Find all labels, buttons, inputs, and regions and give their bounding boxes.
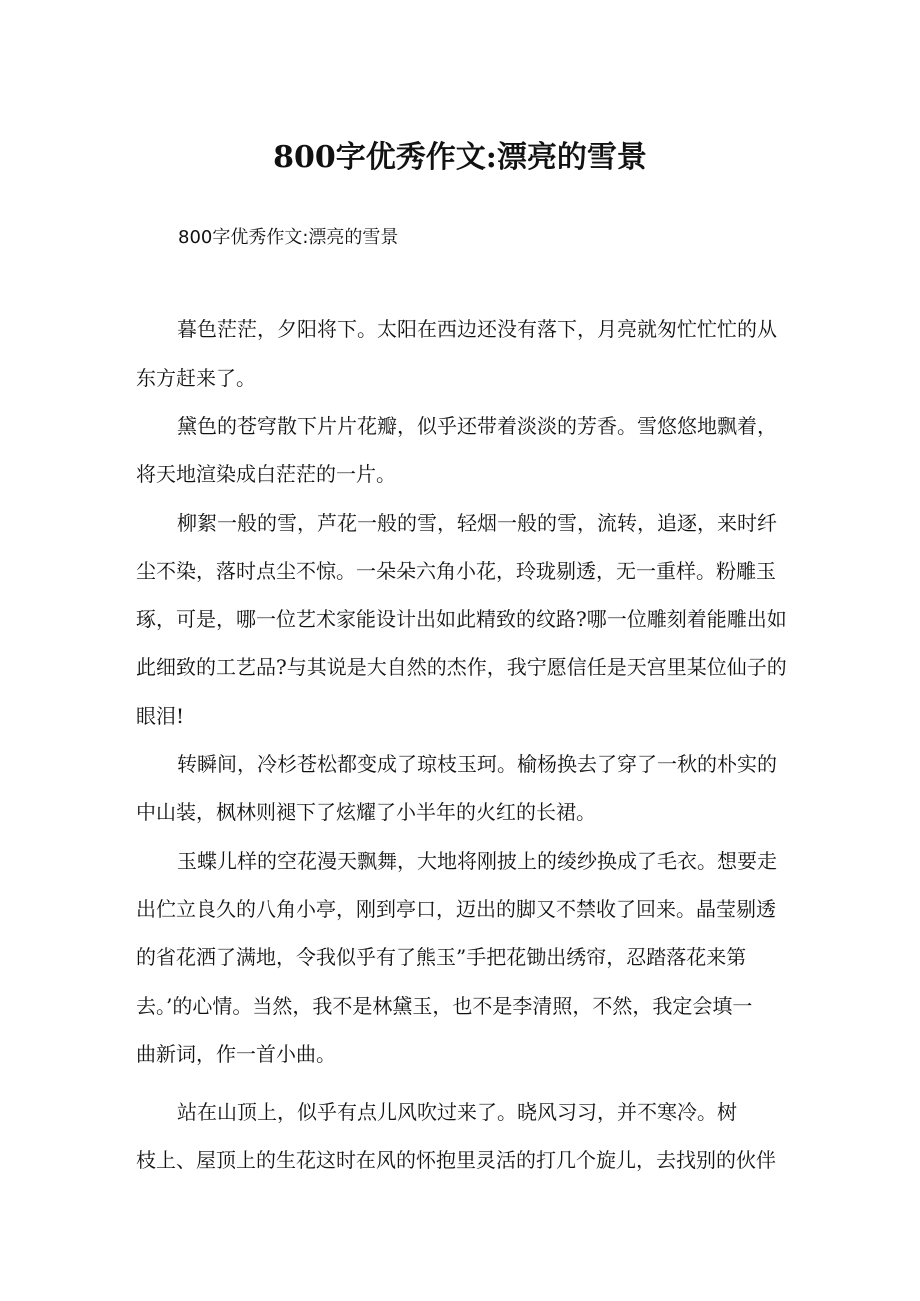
- paragraph-line: 去。’的心情。当然，我不是林黛玉，也不是李清照，不然，我定会填一: [136, 994, 753, 1018]
- paragraph-line: 出伫立良久的八角小亭，刚到亭口，迈出的脚又不禁收了回来。晶莹剔透: [136, 897, 776, 921]
- paragraph-line: 转瞬间，冷杉苍松都变成了琼枝玉珂。榆杨换去了穿了一秋的朴实的: [177, 752, 777, 776]
- paragraph-line: 此细致的工艺品?与其说是大自然的杰作，我宁愿信任是天宫里某位仙子的: [136, 655, 787, 679]
- paragraph-line: 枝上、屋顶上的生花这时在风的怀抱里灵活的打几个旋儿，去找别的伙伴: [136, 1148, 776, 1172]
- paragraph-line: 玉蝶儿样的空花漫天飘舞，大地将刚披上的绫纱换成了毛衣。想要走: [177, 849, 777, 873]
- paragraph-line: 眼泪!: [136, 704, 185, 728]
- paragraph-line: 的省花洒了满地，令我似乎有了熊玉”手把花锄出绣帘，忍踏落花来第: [136, 945, 747, 969]
- paragraph-line: 尘不染，落时点尘不惊。一朵朵六角小花，玲珑剔透，无一重样。粉雕玉: [136, 559, 776, 583]
- document-title: 800字优秀作文:漂亮的雪景: [273, 140, 647, 175]
- paragraph-line: 站在山顶上，似乎有点儿风吹过来了。晓风习习，并不寒冷。树: [177, 1100, 737, 1124]
- paragraph-line: 中山装，枫林则褪下了炫耀了小半年的火红的长裙。: [136, 800, 596, 824]
- paragraph-line: 暮色茫茫，夕阳将下。太阳在西边还没有落下，月亮就匆忙忙忙的从: [177, 317, 777, 341]
- paragraph-line: 黛色的苍穹散下片片花瓣，似乎还带着淡淡的芳香。雪悠悠地飘着，: [177, 414, 777, 438]
- paragraph-line: 东方赶来了。: [136, 366, 256, 390]
- document-subtitle: 800字优秀作文:漂亮的雪景: [178, 227, 399, 248]
- paragraph-line: 琢，可是，哪一位艺术家能设计出如此精致的纹路?哪一位雕刻着能雕出如: [136, 607, 787, 631]
- paragraph-line: 将天地渲染成白茫茫的一片。: [136, 462, 396, 486]
- paragraph-line: 曲新词，作一首小曲。: [136, 1042, 336, 1066]
- paragraph-line: 柳絮一般的雪，芦花一般的雪，轻烟一般的雪，流转，追逐，来时纤: [177, 511, 777, 535]
